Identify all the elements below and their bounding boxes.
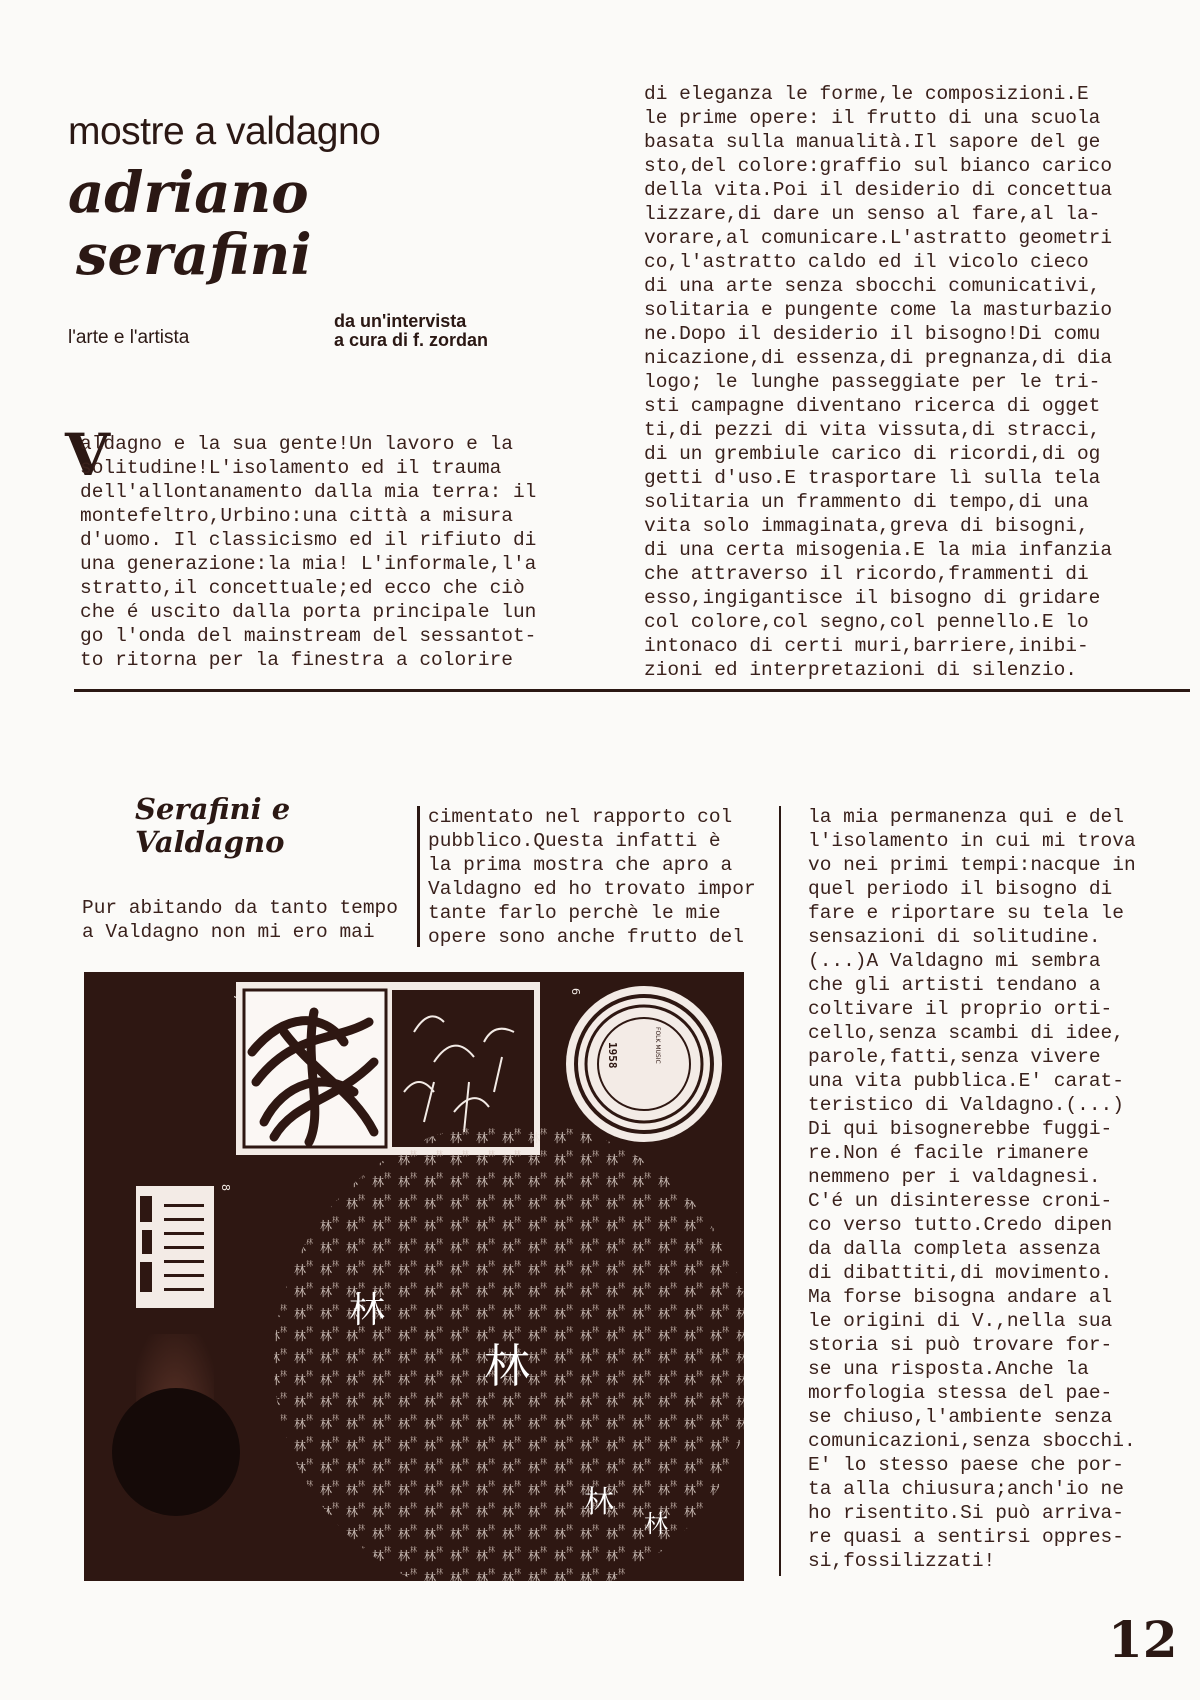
text-line: co,l'astratto caldo ed il vicolo cieco xyxy=(644,251,1089,273)
section2-left-column xyxy=(82,896,398,944)
section-heading xyxy=(135,793,290,859)
text-line: solitudine!L'isolamento ed il trauma xyxy=(80,457,502,479)
article-subtitle: l'arte e l'artista xyxy=(68,327,190,348)
interview-credit-line1: da un'intervista xyxy=(334,311,467,331)
column-rule-left xyxy=(417,806,420,947)
text-line: le origini di V.,nella sua xyxy=(808,1310,1113,1332)
kanji-large-1: 林 xyxy=(349,1290,386,1331)
text-line: la prima mostra che apro a xyxy=(428,854,733,876)
text-line: basata sulla manualità.Il sapore del ge xyxy=(644,131,1101,153)
text-line: sensazioni di solitudine. xyxy=(808,926,1101,948)
text-line: dell'allontanamento dalla mia terra: il xyxy=(80,481,537,503)
text-line: aldagno e la sua gente!Un lavoro e la xyxy=(80,433,513,455)
page-number: 12 xyxy=(1108,1610,1178,1669)
right-text-column xyxy=(644,82,1112,682)
text-line: si,fossilizzati! xyxy=(808,1550,996,1572)
section-heading-line2: Valdagno xyxy=(135,825,285,859)
text-line: coltivare il proprio orti- xyxy=(808,998,1113,1020)
text-line: che gli artisti tendano a xyxy=(808,974,1101,996)
text-line: to ritorna per la finestra a colorire xyxy=(80,649,513,671)
text-line: ho risentito.Si può arriva- xyxy=(808,1502,1124,1524)
text-line: cimentato nel rapporto col xyxy=(428,806,733,828)
magazine-section-kicker: mostre a valdagno xyxy=(68,110,381,153)
plate-dark-circle xyxy=(112,1334,240,1516)
text-line: di una arte senza sbocchi comunicativi, xyxy=(644,275,1101,297)
section2-middle-column xyxy=(428,805,756,949)
text-line: d'uomo. Il classicismo ed il rifiuto di xyxy=(80,529,537,551)
text-line: Pur abitando da tanto tempo xyxy=(82,897,398,919)
text-line: cello,senza scambi di idee, xyxy=(808,1022,1124,1044)
text-line: di eleganza le forme,le composizioni.E xyxy=(644,83,1089,105)
text-line: di dibattiti,di movimento. xyxy=(808,1262,1113,1284)
text-line: che attraverso il ricordo,frammenti di xyxy=(644,563,1089,585)
artist-name-last: serafini xyxy=(76,222,312,288)
text-line: vorare,al comunicare.L'astratto geometri xyxy=(644,227,1113,249)
text-line: go l'onda del mainstream del sessantot- xyxy=(80,625,537,647)
text-line: di un grembiule carico di ricordi,di og xyxy=(644,443,1101,465)
text-line: vo nei primi tempi:nacque in xyxy=(808,854,1136,876)
text-line: da dalla completa assenza xyxy=(808,1238,1101,1260)
text-line: una generazione:la mia! L'informale,l'a xyxy=(80,553,537,575)
text-line: col colore,col segno,col pennello.E lo xyxy=(644,611,1089,633)
text-line: Valdagno ed ho trovato impor xyxy=(428,878,756,900)
text-line: di una certa misogenia.E la mia infanzia xyxy=(644,539,1113,561)
kanji-large-4: 林 xyxy=(644,1510,668,1538)
text-line: opere sono anche frutto del xyxy=(428,926,744,948)
artworks-photo xyxy=(84,972,744,1581)
text-line: se una risposta.Anche la xyxy=(808,1358,1089,1380)
text-line: solitaria un frammento di tempo,di una xyxy=(644,491,1089,513)
text-line: co verso tutto.Credo dipen xyxy=(808,1214,1113,1236)
interview-credit xyxy=(334,312,488,350)
text-line: nicazione,di essenza,di pregnanza,di dia xyxy=(644,347,1113,369)
text-line: quel periodo il bisogno di xyxy=(808,878,1113,900)
text-line: logo; le lunghe passeggiate per le tri- xyxy=(644,371,1101,393)
text-line: Ma forse bisogna andare al xyxy=(808,1286,1113,1308)
text-line: vita solo immaginata,greva di bisogni, xyxy=(644,515,1089,537)
text-line: lizzare,di dare un senso al fare,al la- xyxy=(644,203,1101,225)
text-line: se chiuso,l'ambiente senza xyxy=(808,1406,1113,1428)
text-line: (...)A Valdagno mi sembra xyxy=(808,950,1101,972)
text-line: ne.Dopo il desiderio il bisogno!Di comu xyxy=(644,323,1101,345)
text-line: a Valdagno non mi ero mai xyxy=(82,921,375,943)
section2-right-column xyxy=(808,805,1136,1573)
text-line: tante farlo perchè le mie xyxy=(428,902,721,924)
text-line: della vita.Poi il desiderio di concettua xyxy=(644,179,1113,201)
text-line: comunicazioni,senza sbocchi. xyxy=(808,1430,1136,1452)
text-line: le prime opere: il frutto di una scuola xyxy=(644,107,1101,129)
text-line: intonaco di certi muri,barriere,inibi- xyxy=(644,635,1089,657)
text-line: C'é un disinteresse croni- xyxy=(808,1190,1113,1212)
text-line: teristico di Valdagno.(...) xyxy=(808,1094,1124,1116)
text-line: re quasi a sentirsi oppres- xyxy=(808,1526,1124,1548)
interview-credit-line2: a cura di f. zordan xyxy=(334,330,489,350)
text-line: ta alla chiusura;anch'io ne xyxy=(808,1478,1124,1500)
plate-6-number: 6 xyxy=(569,988,582,995)
text-line: l'isolamento in cui mi trova xyxy=(808,830,1136,852)
kanji-field-artwork xyxy=(274,1122,744,1581)
text-line: la mia permanenza qui e del xyxy=(808,806,1124,828)
plate-8-card xyxy=(136,1184,232,1308)
record-year: 1958 xyxy=(606,1042,619,1069)
kanji-large-2: 林 xyxy=(484,1339,530,1393)
intro-text-column xyxy=(80,432,536,672)
text-line: una vita pubblica.E' carat- xyxy=(808,1070,1124,1092)
plate-6-record xyxy=(566,986,722,1142)
text-line: zioni ed interpretazioni di silenzio. xyxy=(644,659,1077,681)
text-line: fare e riportare su tela le xyxy=(808,902,1124,924)
text-line: solitaria e pungente come la masturbazio xyxy=(644,299,1113,321)
text-line: Di qui bisognerebbe fuggi- xyxy=(808,1118,1113,1140)
text-line: getti d'uso.E trasportare lì sulla tela xyxy=(644,467,1101,489)
text-line: nemmeno per i valdagnesi. xyxy=(808,1166,1101,1188)
text-line: montefeltro,Urbino:una città a misura xyxy=(80,505,513,527)
section-heading-line1: Serafini e xyxy=(135,792,291,826)
text-line: che é uscito dalla porta principale lun xyxy=(80,601,537,623)
text-line: sti campagne diventano ricerca di ogget xyxy=(644,395,1101,417)
text-line: sto,del colore:graffio sul bianco carico xyxy=(644,155,1113,177)
drop-cap: V xyxy=(65,421,111,489)
record-title: FOLK MUSIC xyxy=(654,1027,661,1064)
kanji-large-3: 林 xyxy=(584,1485,614,1520)
text-line: parole,fatti,senza vivere xyxy=(808,1046,1101,1068)
plate-7-number: 7 xyxy=(231,994,244,1001)
text-line: E' lo stesso paese che por- xyxy=(808,1454,1124,1476)
text-line: storia si può trovare for- xyxy=(808,1334,1113,1356)
text-line: esso,ingigantisce il bisogno di gridare xyxy=(644,587,1101,609)
text-line: pubblico.Questa infatti è xyxy=(428,830,721,852)
artist-name-first: adriano xyxy=(68,160,309,226)
artworks-photo-illustration xyxy=(84,972,744,1581)
text-line: re.Non é facile rimanere xyxy=(808,1142,1089,1164)
text-line: stratto,il concettuale;ed ecco che ciò xyxy=(80,577,525,599)
plate-8-number: 8 xyxy=(219,1184,232,1191)
text-line: ti,di pezzi di vita vissuta,di stracci, xyxy=(644,419,1101,441)
column-rule-right xyxy=(779,806,781,1576)
section-divider xyxy=(74,689,1190,692)
text-line: morfologia stessa del pae- xyxy=(808,1382,1113,1404)
